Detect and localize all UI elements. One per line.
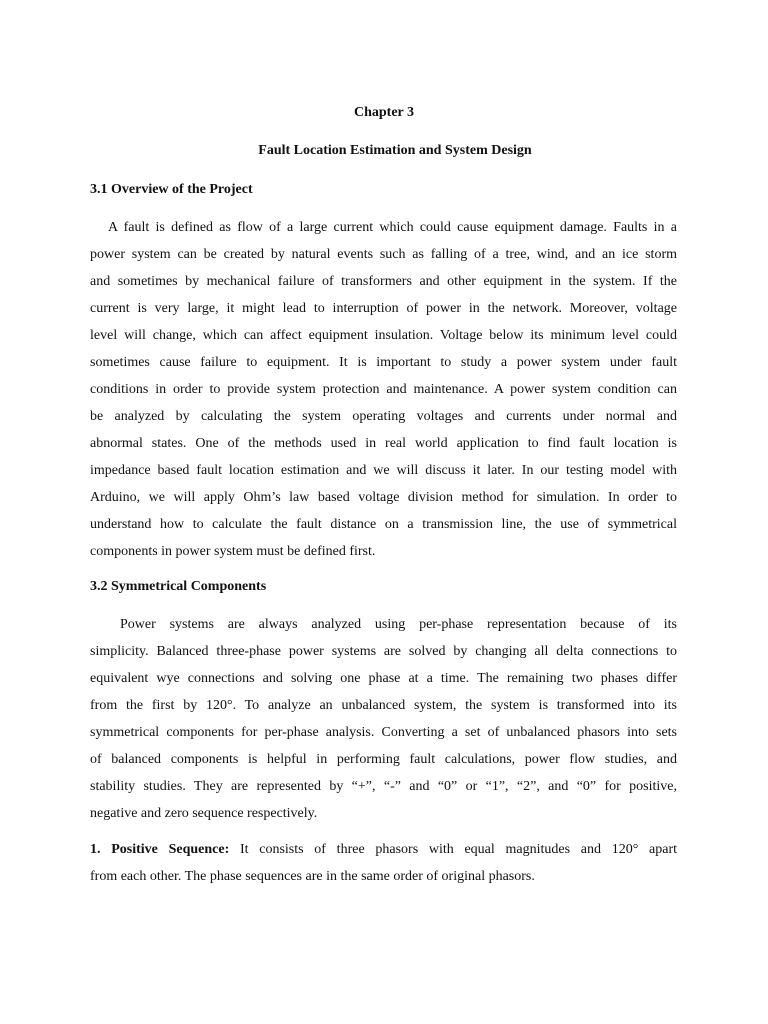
- paragraph-line: and sometimes by mechanical failure of transformers and other equipment in the system. If the: [90, 274, 677, 289]
- paragraph-line: of balanced components is helpful in performing fault calculations, power flow studies, and: [90, 752, 677, 767]
- paragraph-line: current is very large, it might lead to interruption of power in the network. Moreover, voltage: [90, 301, 677, 316]
- positive-sequence-text: It consists of three phasors with equal magnitudes and 120° apart: [229, 842, 677, 857]
- symmetrical-components-paragraph: [90, 611, 677, 827]
- positive-sequence-label: 1. Positive Sequence:: [90, 842, 230, 857]
- paragraph-line: negative and zero sequence respectively.: [90, 806, 318, 821]
- positive-sequence-item: [90, 836, 677, 890]
- overview-paragraph: [90, 214, 677, 565]
- paragraph-line: power system can be created by natural events such as falling of a tree, wind, and an ice storm: [90, 247, 677, 262]
- section-heading-overview: 3.1 Overview of the Project: [90, 182, 253, 197]
- paragraph-line: abnormal states. One of the methods used in real world application to find fault location is: [90, 436, 677, 451]
- paragraph-line: Arduino, we will apply Ohm’s law based voltage division method for simulation. In order to: [90, 490, 677, 505]
- paragraph-line: symmetrical components for per-phase analysis. Converting a set of unbalanced phasors into sets: [90, 725, 677, 740]
- paragraph-line: [90, 836, 677, 863]
- paragraph-line: stability studies. They are represented by “+”, “-” and “0” or “1”, “2”, and “0” for positive,: [90, 779, 677, 794]
- paragraph-line: impedance based fault location estimation and we will discuss it later. In our testing model with: [90, 463, 677, 478]
- paragraph-line: be analyzed by calculating the system operating voltages and currents under normal and: [90, 409, 677, 424]
- paragraph-line: from the first by 120°. To analyze an unbalanced system, the system is transformed into its: [90, 698, 677, 713]
- paragraph-line: level will change, which can affect equipment insulation. Voltage below its minimum level could: [90, 328, 677, 343]
- paragraph-line: understand how to calculate the fault distance on a transmission line, the use of symmetrical: [90, 517, 677, 532]
- paragraph-line: sometimes cause failure to equipment. It is important to study a power system under fault: [90, 355, 677, 370]
- paragraph-line: components in power system must be defined first.: [90, 544, 376, 559]
- paragraph-line: Power systems are always analyzed using per-phase representation because of its: [120, 617, 677, 632]
- chapter-number: Chapter 3: [353, 105, 415, 120]
- paragraph-line: equivalent wye connections and solving one phase at a time. The remaining two phases differ: [90, 671, 677, 686]
- section-heading-symmetrical-components: 3.2 Symmetrical Components: [90, 579, 267, 594]
- paragraph-line: A fault is defined as flow of a large current which could cause equipment damage. Faults in a: [90, 220, 677, 235]
- paragraph-line: conditions in order to provide system protection and maintenance. A power system condition can: [90, 382, 677, 397]
- chapter-title: Fault Location Estimation and System Design: [258, 143, 532, 158]
- paragraph-line: simplicity. Balanced three-phase power systems are solved by changing all delta connections to: [90, 644, 677, 659]
- paragraph-line: from each other. The phase sequences are in the same order of original phasors.: [90, 869, 535, 884]
